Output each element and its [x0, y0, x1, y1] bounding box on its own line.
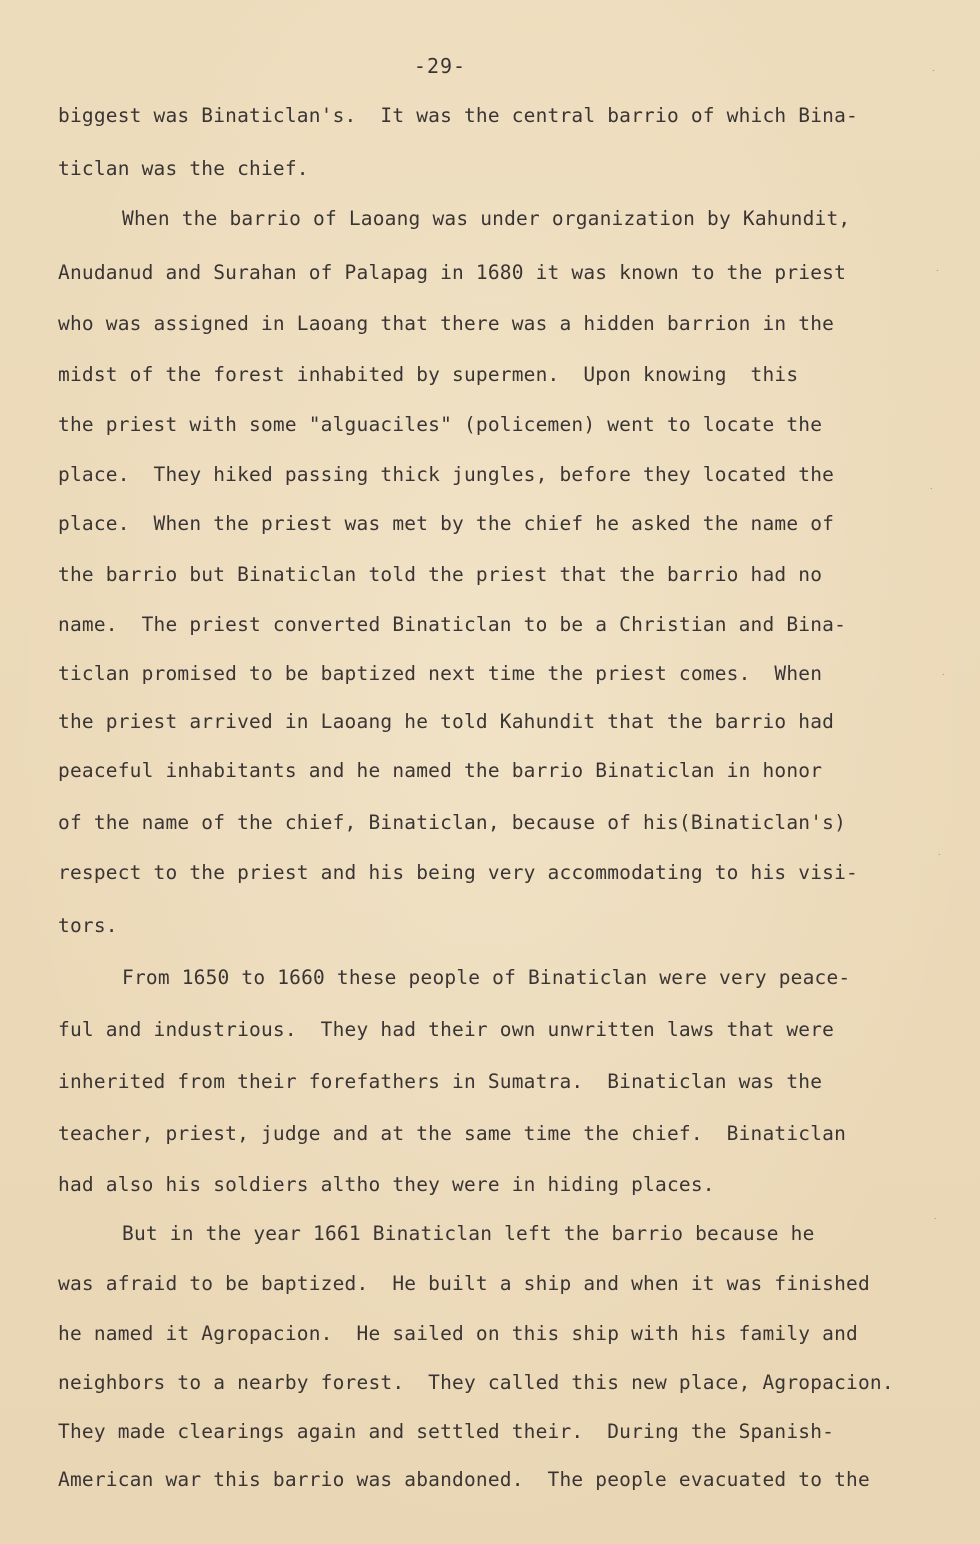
text-line-10: the barrio but Binaticlan told the priest that the barrio had no [58, 563, 823, 586]
text-line-6: midst of the forest inhabited by supermen. Upon knowing this [58, 363, 799, 386]
text-line-13: the priest arrived in Laoang he told Kahundit that the barrio had [58, 710, 835, 733]
text-line-19: ful and industrious. They had their own unwritten laws that were [58, 1018, 835, 1041]
text-line-14: peaceful inhabitants and he named the barrio Binaticlan in honor [58, 759, 823, 782]
text-line-7: the priest with some "alguaciles" (policemen) went to locate the [58, 413, 823, 436]
text-line-3: When the barrio of Laoang was under organization by Kahundit, [122, 207, 851, 230]
paper-speck: ˙ [934, 268, 941, 281]
text-line-24: was afraid to be baptized. He built a ship and when it was finished [58, 1272, 870, 1295]
paper-speck: ˙ [940, 672, 947, 685]
paper-speck: ˙ [936, 852, 943, 865]
page-number: -29- [413, 54, 467, 78]
text-line-17: tors. [58, 914, 118, 937]
text-line-28: American war this barrio was abandoned. The people evacuated to the [58, 1468, 870, 1491]
text-line-26: neighbors to a nearby forest. They called this new place, Agropacion. [58, 1371, 894, 1394]
text-line-23: But in the year 1661 Binaticlan left the barrio because he [122, 1222, 815, 1245]
text-line-16: respect to the priest and his being very accommodating to his visi- [58, 861, 858, 884]
text-line-21: teacher, priest, judge and at the same time the chief. Binaticlan [58, 1122, 847, 1145]
text-line-15: of the name of the chief, Binaticlan, because of his(Binaticlan's) [58, 811, 847, 834]
text-line-25: he named it Agropacion. He sailed on this ship with his family and [58, 1322, 858, 1345]
text-line-11: name. The priest converted Binaticlan to be a Christian and Bina- [58, 613, 847, 636]
text-line-27: They made clearings again and settled their. During the Spanish- [58, 1420, 835, 1443]
paper-speck: ˙ [930, 68, 937, 81]
paper-speck: ˙ [932, 1216, 939, 1229]
text-line-1: biggest was Binaticlan's. It was the central barrio of which Bina- [58, 104, 858, 127]
text-line-18: From 1650 to 1660 these people of Binaticlan were very peace- [122, 966, 851, 989]
text-line-9: place. When the priest was met by the chief he asked the name of [58, 512, 835, 535]
text-line-4: Anudanud and Surahan of Palapag in 1680 it was known to the priest [58, 261, 847, 284]
paper-speck: ˙ [928, 486, 935, 499]
text-line-5: who was assigned in Laoang that there was a hidden barrion in the [58, 312, 835, 335]
text-line-8: place. They hiked passing thick jungles, before they located the [58, 463, 835, 486]
text-line-2: ticlan was the chief. [58, 157, 309, 180]
text-line-22: had also his soldiers altho they were in hiding places. [58, 1173, 715, 1196]
text-line-12: ticlan promised to be baptized next time the priest comes. When [58, 662, 823, 685]
text-line-20: inherited from their forefathers in Sumatra. Binaticlan was the [58, 1070, 823, 1093]
